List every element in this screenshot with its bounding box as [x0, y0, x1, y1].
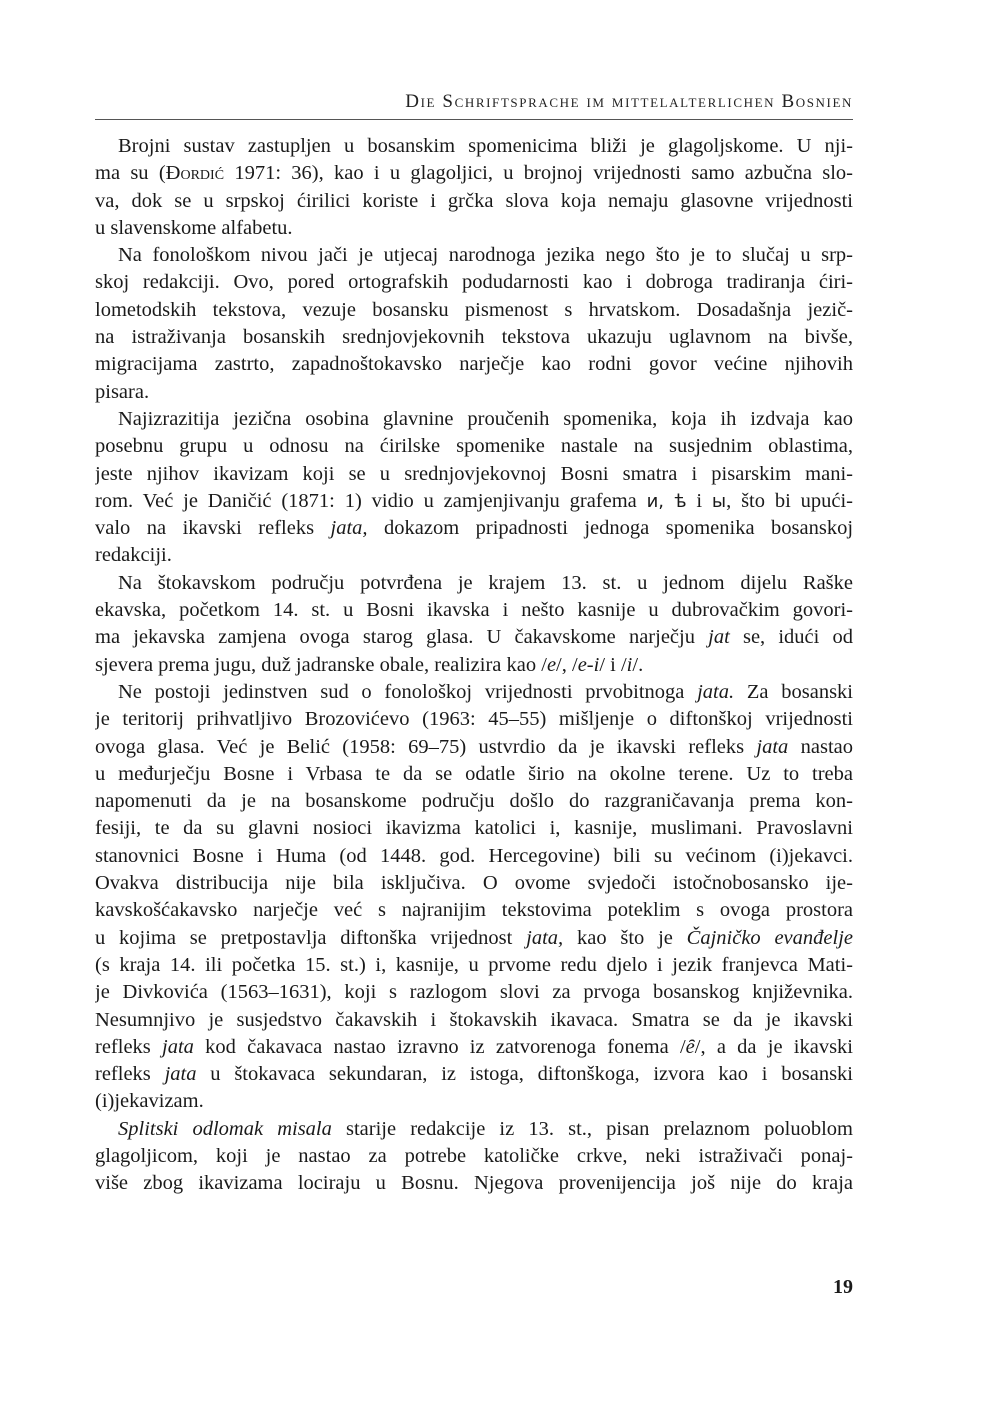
text-line: (s kraja 14. ili početka 15. st.) i, kasnije, u prvome redu djelo i jezik franjevca Mati- [95, 953, 853, 976]
text-line: u slavenskome alfabetu. [95, 216, 293, 239]
author-name: Đordić [165, 162, 225, 185]
text-line: sjevera prema jugu, duž jadranske obale, realizira kao /e/, /e-i/ i /i/. [95, 653, 644, 676]
text-line: Splitski odlomak misala starije redakcije iz 13. st., pisan prelaznom poluoblom [118, 1117, 853, 1140]
header-rule [95, 119, 853, 120]
text-line: Na štokavskom području potvrđena je krajem 13. st. u jednom dijelu Raške [118, 571, 853, 594]
text-line: va, dok se u srpskoj ćirilici koriste i grčka slova koja nemaju glasovne vrijednosti [95, 189, 853, 212]
text-line: refleks jata u štokavaca sekundaran, iz istoga, diftonškoga, izvora kao i bosanski [95, 1063, 853, 1086]
text-line: Nesumnjivo je susjedstvo čakavskih i štokavskih ikavaca. Smatra se da je ikavski [95, 1008, 853, 1031]
text-line: napomenuti da je na bosanskome području došlo do razgraničavanja prema kon- [95, 790, 853, 813]
text-line: kavskošćakavsko narječje već s najranijim tekstovima poteklim s ovoga prostora [95, 899, 853, 922]
text-line: posebnu grupu u odnosu na ćirilske spomenike nastale na susjednim oblastima, [95, 435, 853, 458]
page-number: 19 [833, 1276, 853, 1298]
cyrillic-grapheme: и, ѣ [646, 490, 687, 512]
text-line: u međurječju Bosne i Vrbasa te da se odatle širio na okolne terene. Uz to treba [95, 762, 853, 785]
text-line: ma jekavska zamjena ovoga starog glasa. U čakavskome narječju jat se, idući od [95, 626, 853, 649]
text-line: stanovnici Bosne i Huma (od 1448. god. Hercegovine) bili su većinom (i)jekavci. [95, 844, 853, 867]
text-line: ekavska, početkom 14. st. u Bosni ikavska i nešto kasnije u dubrovačkim govori- [95, 599, 853, 622]
text-line: Ovakva distribucija nije bila isključiva. O ovome svjedoči istočnobosansko ije- [95, 872, 853, 895]
text-line: migracijama zastrto, zapadnoštokavsko narječje kao rodni govor većine njihovih [95, 353, 853, 376]
text-line: redakciji. [95, 544, 172, 567]
text-line: više zbog ikavizama lociraju u Bosnu. Njegova provenijencija još nije do kraja [95, 1172, 853, 1195]
cyrillic-grapheme: ы [711, 490, 727, 512]
text-line: fesiji, te da su glavni nosioci ikavizma katolici i, kasnije, muslimani. Pravoslavni [95, 817, 853, 840]
text-line: refleks jata kod čakavaca nastao izravno iz zatvorenoga fonema /ȇ/, a da je ikavski [95, 1035, 853, 1058]
text-line: u kojima se pretpostavlja diftonška vrijednost jata, kao što je Čajničko evanđelje [95, 926, 853, 949]
text-line: Najizrazitija jezična osobina glavnine proučenih spomenika, koja ih izdvaja kao [118, 407, 853, 430]
text-line: skoj redakciji. Ovo, pored ortografskih podudarnosti kao i dobroga tradiranja ćiri- [95, 271, 853, 294]
text-line: je Divkovića (1563–1631), koji s razlogom slovi za prvoga bosanskog književnika. [95, 981, 853, 1004]
text-line: (i)jekavizam. [95, 1090, 204, 1113]
text-line: pisara. [95, 380, 150, 403]
text-line: Brojni sustav zastupljen u bosanskim spomenicima bliži je glagoljskome. U nji- [118, 135, 853, 157]
text-line: ovoga glasa. Već je Belić (1958: 69–75) ustvrdio da je ikavski refleks jata nastao [95, 735, 853, 758]
text-line: Ne postoji jedinstven sud o fonološkoj vrijednosti prvobitnoga jata. Za bosanski [118, 680, 853, 703]
text-line: lometodskih tekstova, vezuje bosansku pismenost s hrvatskom. Dosadašnja jezič- [95, 298, 853, 321]
text-line: Na fonološkom nivou jači je utjecaj narodnoga jezika nego što je to slučaj u srp- [118, 244, 853, 267]
body-text [95, 133, 853, 1198]
text-line: na istraživanja bosanskih srednjovjekovnih tekstova ukazuju uglavnom na bivše, [95, 326, 853, 349]
text-line: rom. Već je Daničić (1871: 1) vidio u zamjenjivanju grafema и, ѣ i ы, što bi upući- [95, 489, 853, 512]
text-line: je teritorij prihvatljivo Brozovićevo (1963: 45–55) mišljenje o diftonškoj vrijednosti [95, 708, 853, 731]
text-line: jeste njihov ikavizam koji se u srednjovjekovnoj Bosni smatra i pisarskim mani- [95, 462, 853, 485]
text-line: ma su (Đordić 1971: 36), kao i u glagoljici, u brojnoj vrijednosti samo azbučna slo- [95, 162, 853, 185]
running-head: Die Schriftsprache im mittelalterlichen Bosnien [405, 91, 853, 112]
text-line: glagoljicom, koji je nastao za potrebe katoličke crkve, neki istraživači ponaj- [95, 1144, 853, 1167]
text-line: valo na ikavski refleks jata, dokazom pripadnosti jednoga spomenika bosanskoj [95, 517, 853, 540]
